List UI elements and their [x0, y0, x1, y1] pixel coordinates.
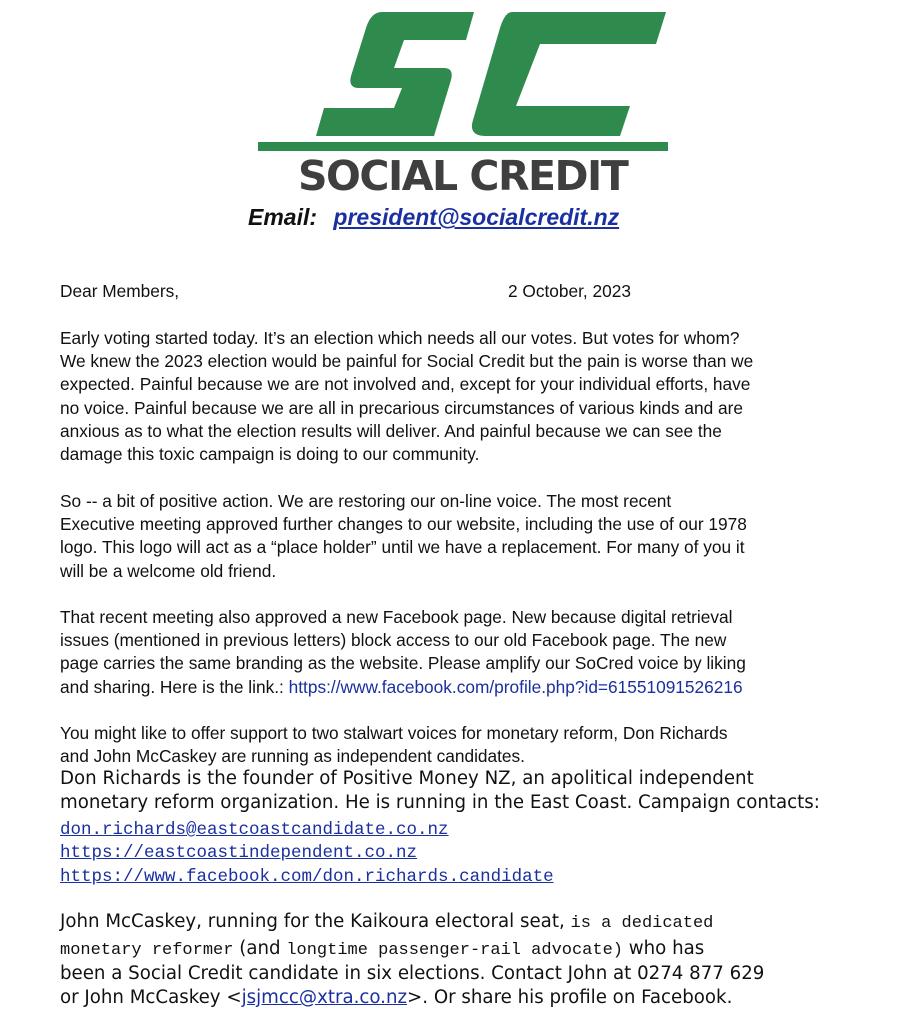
text-line: [60, 676, 746, 699]
social-credit-logo: [254, 6, 670, 156]
text-line: anxious as to what the election results will deliver. And painful because we can see the: [60, 420, 722, 441]
email-line: [248, 204, 619, 231]
greeting: Dear Members,: [60, 281, 180, 301]
text-line: damage this toxic campaign is doing to our community.: [60, 444, 480, 465]
facebook-page-link[interactable]: https://www.facebook.com/profile.php?id=61551091526216: [288, 676, 743, 697]
brand-name: SOCIAL CREDIT: [298, 152, 628, 200]
text-fragment: is a dedicated: [570, 914, 714, 933]
text-fragment: or John McCaskey <: [60, 987, 242, 1008]
email-label: Email:: [248, 204, 318, 230]
text-line: Executive meeting approved further changes to our website, including the use of our 1978: [60, 514, 747, 535]
text-line: We knew the 2023 election would be painful for Social Credit but the pain is worse than we: [60, 351, 754, 372]
text-line: and John McCaskey are running as independent candidates.: [60, 746, 525, 767]
text-line: page carries the same branding as the website. Please amplify our SoCred voice by liking: [60, 653, 746, 674]
paragraph-early-voting: [60, 327, 753, 466]
text-fragment: longtime passenger-rail advocate): [286, 941, 623, 960]
paragraph-positive-action: [60, 490, 747, 583]
text-line: will be a welcome old friend.: [60, 560, 277, 581]
text-line: Early voting started today. It’s an election which needs all our votes. But votes for whom?: [60, 328, 740, 348]
don-email-link[interactable]: don.richards@eastcoastcandidate.co.nz: [60, 820, 449, 840]
text-fragment: >. Or share his profile on Facebook.: [407, 987, 733, 1008]
text-line: issues (mentioned in previous letters) block access to our old Facebook page. The new: [60, 630, 727, 651]
text-line: You might like to offer support to two stalwart voices for monetary reform, Don Richards: [60, 723, 728, 743]
john-line-1: [60, 910, 713, 936]
john-line-4: [60, 986, 732, 1010]
john-email-link[interactable]: jsjmcc@xtra.co.nz: [241, 987, 408, 1008]
sc-logo-mark: [254, 6, 670, 156]
paragraph-candidates: [60, 722, 728, 768]
don-richards-line-2: monetary reform organization. He is running in the East Coast. Campaign contacts:: [60, 792, 820, 813]
text-fragment: John McCaskey, running for the Kaikoura electoral seat,: [60, 911, 571, 932]
don-website-link[interactable]: https://eastcoastindependent.co.nz: [60, 843, 418, 863]
letter-date: 2 October, 2023: [508, 281, 631, 301]
john-line-3: been a Social Credit candidate in six elections. Contact John at 0274 877 629: [60, 963, 765, 984]
text-fragment: and sharing. Here is the link.:: [60, 676, 289, 697]
text-line: That recent meeting also approved a new Facebook page. New because digital retrieval: [60, 607, 733, 627]
don-facebook-link[interactable]: https://www.facebook.com/don.richards.candidate: [60, 867, 554, 887]
text-fragment: monetary reformer: [60, 941, 234, 960]
text-line: expected. Painful because we are not involved and, except for your individual efforts, have: [60, 374, 751, 395]
text-line: So -- a bit of positive action. We are restoring our on-line voice. The most recent: [60, 491, 672, 511]
paragraph-facebook: [60, 606, 746, 699]
john-line-2: [60, 937, 704, 963]
text-line: no voice. Painful because we are all in precarious circumstances of various kinds and are: [60, 397, 743, 418]
text-fragment: (and: [233, 938, 287, 959]
don-richards-line-1: Don Richards is the founder of Positive Money NZ, an apolitical independent: [60, 768, 754, 789]
text-fragment: who has: [622, 938, 705, 959]
email-link[interactable]: president@socialcredit.nz: [333, 204, 620, 230]
text-line: logo. This logo will act as a “place holder” until we have a replacement. For many of you it: [60, 537, 745, 558]
